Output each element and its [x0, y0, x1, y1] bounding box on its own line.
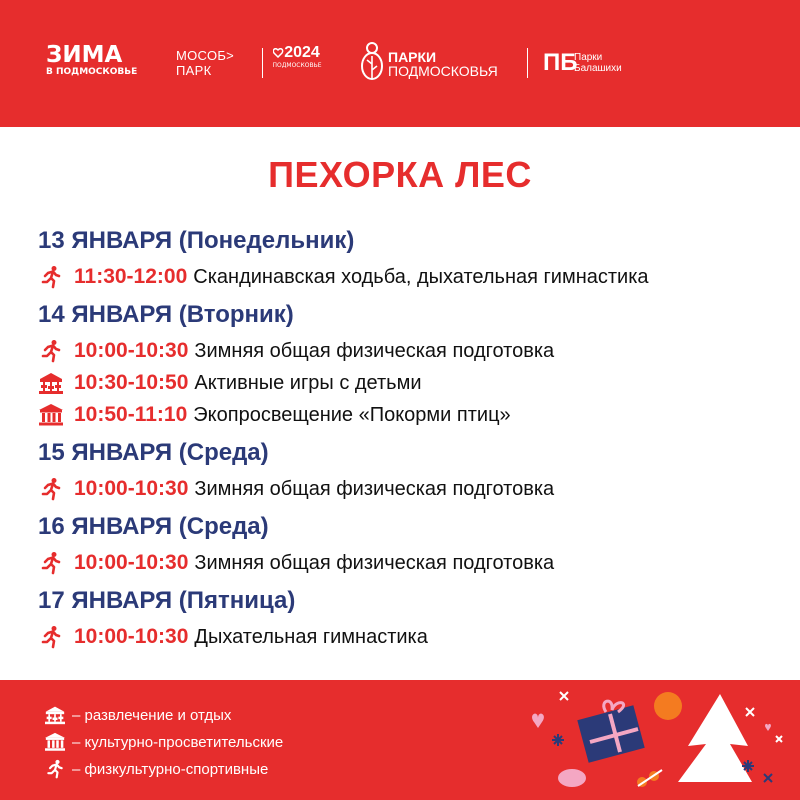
event-activity: Экопросвещение «Покорми птиц» [193, 403, 511, 426]
heart-icon [532, 714, 544, 728]
logo-divider [262, 48, 263, 78]
legend-text: – развлечение и отдых [72, 706, 232, 724]
day-heading: 14 ЯНВАРЯ (Вторник) [38, 301, 294, 328]
heart-icon [273, 48, 295, 58]
event-row [38, 474, 554, 504]
mosoblpark-logo-line2: ПАРК [176, 63, 212, 78]
event-activity: Зимняя общая физическая подготовка [194, 477, 555, 500]
running-person-icon [38, 551, 64, 575]
day-heading: 15 ЯНВАРЯ (Среда) [38, 439, 269, 466]
legend-text: – культурно-просветительские [72, 733, 284, 751]
legend-item [44, 758, 268, 780]
carousel-icon [38, 371, 64, 395]
ornament-icon [558, 769, 586, 787]
gift-icon [577, 701, 644, 763]
event-time: 10:30-10:50 [74, 371, 189, 394]
parki-logo-line2: ПОДМОСКОВЬЯ [388, 63, 498, 79]
event-row [38, 400, 511, 430]
year-2024-logo [272, 44, 322, 70]
legend-text: – физкультурно-спортивные [72, 760, 269, 778]
event-activity: Дыхательная гимнастика [194, 625, 428, 648]
running-person-icon [38, 339, 64, 363]
parki-logo-line1: ПАРКИ [388, 49, 437, 65]
event-row [38, 622, 428, 652]
mosoblpark-logo [176, 48, 234, 78]
event-time: 10:00-10:30 [74, 339, 189, 362]
page-title: ПЕХОРКА ЛЕС [268, 154, 532, 195]
zima-logo-subtitle: В ПОДМОСКОВЬЕ [46, 67, 138, 77]
christmas-tree-icon [678, 694, 752, 782]
legend-item [44, 704, 231, 726]
event-row [38, 368, 422, 398]
event-activity: Активные игры с детьми [194, 371, 422, 394]
running-person-icon [38, 477, 64, 501]
event-row [38, 548, 554, 578]
legend-item [44, 731, 283, 753]
parki-balashihi-mark: ПБ [543, 49, 578, 76]
header-banner [0, 0, 800, 127]
event-time: 10:50-11:10 [74, 403, 188, 426]
balashiha-logo-line2: Балашихи [574, 63, 622, 74]
parki-leaf-icon [360, 40, 384, 82]
year-2024-number: 2024 [284, 44, 320, 61]
museum-icon [38, 403, 64, 427]
event-activity: Скандинавская ходьба, дыхательная гимнастика [193, 265, 649, 288]
zima-logo [46, 43, 137, 78]
balashiha-logo-line1: Парки [574, 52, 603, 63]
event-row [38, 336, 554, 366]
parki-balashihi-logo [574, 52, 622, 74]
event-activity: Зимняя общая физическая подготовка [194, 551, 555, 574]
day-heading: 16 ЯНВАРЯ (Среда) [38, 513, 269, 540]
running-person-icon [38, 265, 64, 289]
running-person-icon [44, 759, 66, 779]
event-row [38, 262, 649, 292]
event-time: 10:00-10:30 [74, 551, 189, 574]
zima-logo-title: ЗИМА [46, 42, 123, 68]
event-time: 11:30-12:00 [74, 265, 188, 288]
mosoblpark-logo-line1: МОСОБ> [176, 48, 235, 63]
museum-icon [44, 732, 66, 752]
day-heading: 17 ЯНВАРЯ (Пятница) [38, 587, 296, 614]
event-time: 10:00-10:30 [74, 625, 189, 648]
parki-podmoskovya-logo [388, 50, 498, 78]
year-2024-subtitle: ПОДМОСКОВЬЕ [272, 62, 322, 69]
orange-icon [654, 692, 682, 720]
logo-divider-2 [527, 48, 528, 78]
event-time: 10:00-10:30 [74, 477, 189, 500]
event-activity: Зимняя общая физическая подготовка [194, 339, 555, 362]
holiday-decoration [520, 682, 800, 800]
day-heading: 13 ЯНВАРЯ (Понедельник) [38, 227, 355, 254]
carousel-icon [44, 705, 66, 725]
running-person-icon [38, 625, 64, 649]
